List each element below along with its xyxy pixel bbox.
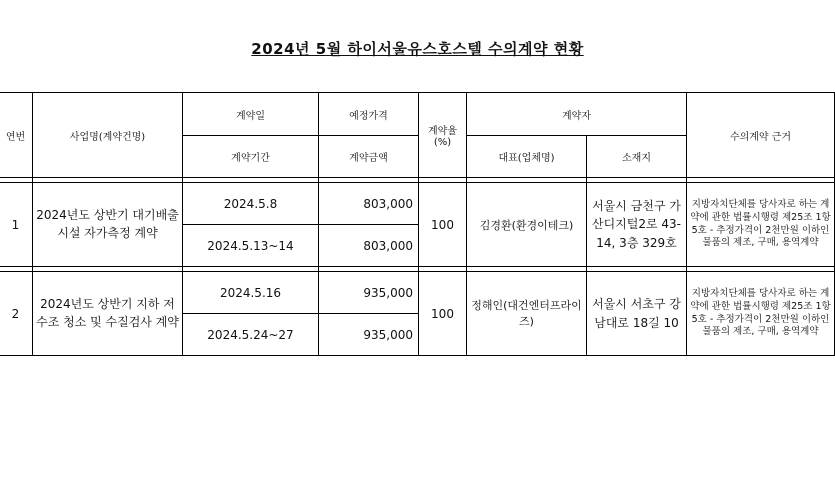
header-rate: 계약율 (%) (419, 93, 467, 178)
row-location: 서울시 서초구 강남대로 18길 10 (587, 272, 687, 356)
row-basis: 지방자치단체를 당사자로 하는 계약에 관한 법률시행령 제25조 1항 5호 - 추정가격이 2천만원 이하인 물품의 제조, 구매, 용역계약 (687, 183, 835, 267)
header-contractor: 계약자 (467, 93, 687, 136)
row-contract-amount: 803,000 (319, 225, 419, 267)
row-contract-amount: 935,000 (319, 314, 419, 356)
row-estimated-price: 935,000 (319, 272, 419, 314)
row-project: 2024년도 상반기 대기배출시설 자가측정 계약 (33, 183, 183, 267)
row-no: 1 (0, 183, 33, 267)
row-contract-period: 2024.5.13~14 (183, 225, 319, 267)
row-location: 서울시 금천구 가산디지털2로 43-14, 3층 329호 (587, 183, 687, 267)
row-no: 2 (0, 272, 33, 356)
row-project: 2024년도 상반기 지하 저수조 청소 및 수질검사 계약 (33, 272, 183, 356)
header-basis: 수의계약 근거 (687, 93, 835, 178)
row-estimated-price: 803,000 (319, 183, 419, 225)
row-basis: 지방자치단체를 당사자로 하는 계약에 관한 법률시행령 제25조 1항 5호 - 추정가격이 2천만원 이하인 물품의 제조, 구매, 용역계약 (687, 272, 835, 356)
table-row (0, 183, 835, 225)
row-rate: 100 (419, 183, 467, 267)
header-project: 사업명(계약건명) (33, 93, 183, 178)
header-representative: 대표(업체명) (467, 136, 587, 178)
header-contract-amount: 계약금액 (319, 136, 419, 178)
row-contract-date: 2024.5.16 (183, 272, 319, 314)
row-contract-date: 2024.5.8 (183, 183, 319, 225)
table-row (0, 272, 835, 314)
contract-table (0, 92, 835, 356)
header-row-1 (0, 93, 835, 136)
page-title: 2024년 5월 하이서울유스호스텔 수의계약 현황 (251, 40, 584, 58)
header-estimated-price: 예정가격 (319, 93, 419, 136)
row-contract-period: 2024.5.24~27 (183, 314, 319, 356)
row-representative: 김경환(환경이테크) (467, 183, 587, 267)
header-contract-date: 계약일 (183, 93, 319, 136)
header-no: 연번 (0, 93, 33, 178)
row-representative: 정해인(대건엔터프라이즈) (467, 272, 587, 356)
header-contract-period: 계약기간 (183, 136, 319, 178)
header-location: 소재지 (587, 136, 687, 178)
row-rate: 100 (419, 272, 467, 356)
